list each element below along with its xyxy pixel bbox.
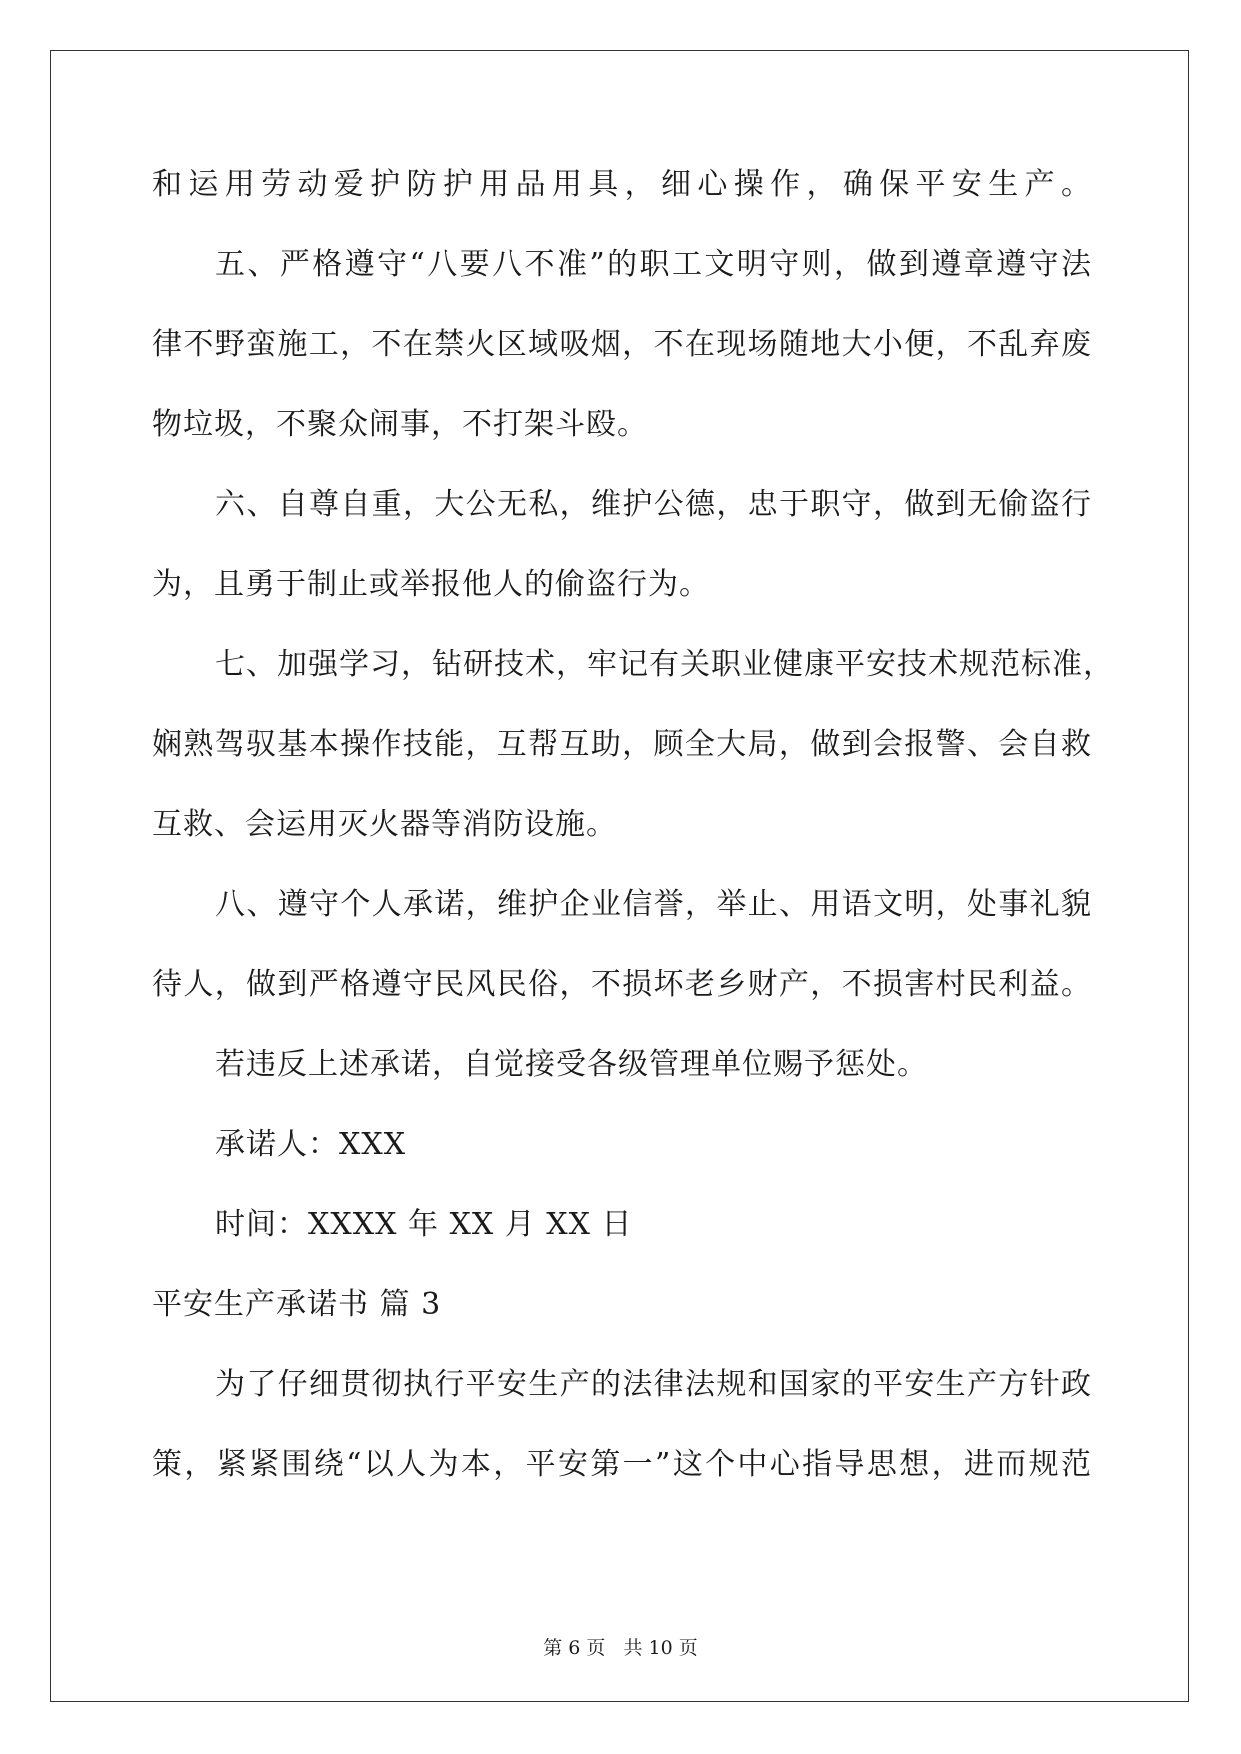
paragraph-eight-line-1: 八、遵守个人承诺，维护企业信誉，举止、用语文明，处事礼貌 bbox=[215, 887, 1092, 922]
page-number: 第 6 页 bbox=[543, 1637, 606, 1659]
signatory-line: 承诺人：XXX bbox=[215, 1127, 407, 1162]
text-line: 为，且勇于制止或举报他人的偷盗行为。 bbox=[152, 567, 710, 602]
text-line: 和运用劳动爱护防护用品用具，细心操作，确保平安生产。 bbox=[152, 167, 1092, 202]
paragraph-six-line-1: 六、自尊自重，大公无私，维护公德，忠于职守，做到无偷盗行 bbox=[215, 487, 1092, 522]
section-three-line-1: 为了仔细贯彻执行平安生产的法律法规和国家的平安生产方针政 bbox=[215, 1367, 1092, 1402]
page-footer bbox=[0, 1634, 1241, 1662]
text-line: 待人，做到严格遵守民风民俗，不损坏老乡财产，不损害村民利益。 bbox=[152, 967, 1092, 1002]
text-line: 策，紧紧围绕“以人为本，平安第一”这个中心指导思想，进而规范 bbox=[152, 1447, 1092, 1482]
date-line: 时间：XXXX 年 XX 月 XX 日 bbox=[215, 1207, 633, 1242]
section-heading: 平安生产承诺书 篇 3 bbox=[152, 1287, 442, 1322]
text-line: 律不野蛮施工，不在禁火区域吸烟，不在现场随地大小便，不乱弃废 bbox=[152, 327, 1092, 362]
text-line: 互救、会运用灭火器等消防设施。 bbox=[152, 807, 617, 842]
paragraph-five-line-1: 五、严格遵守“八要八不准”的职工文明守则，做到遵章遵守法 bbox=[215, 247, 1092, 282]
page-total: 共 10 页 bbox=[623, 1637, 698, 1659]
text-line: 娴熟驾驭基本操作技能，互帮互助，顾全大局，做到会报警、会自救 bbox=[152, 727, 1092, 762]
text-line: 物垃圾，不聚众闹事，不打架斗殴。 bbox=[152, 407, 648, 442]
paragraph-seven-line-1: 七、加强学习，钻研技术，牢记有关职业健康平安技术规范标准， bbox=[215, 647, 1114, 682]
violation-clause: 若违反上述承诺，自觉接受各级管理单位赐予惩处。 bbox=[215, 1047, 928, 1082]
